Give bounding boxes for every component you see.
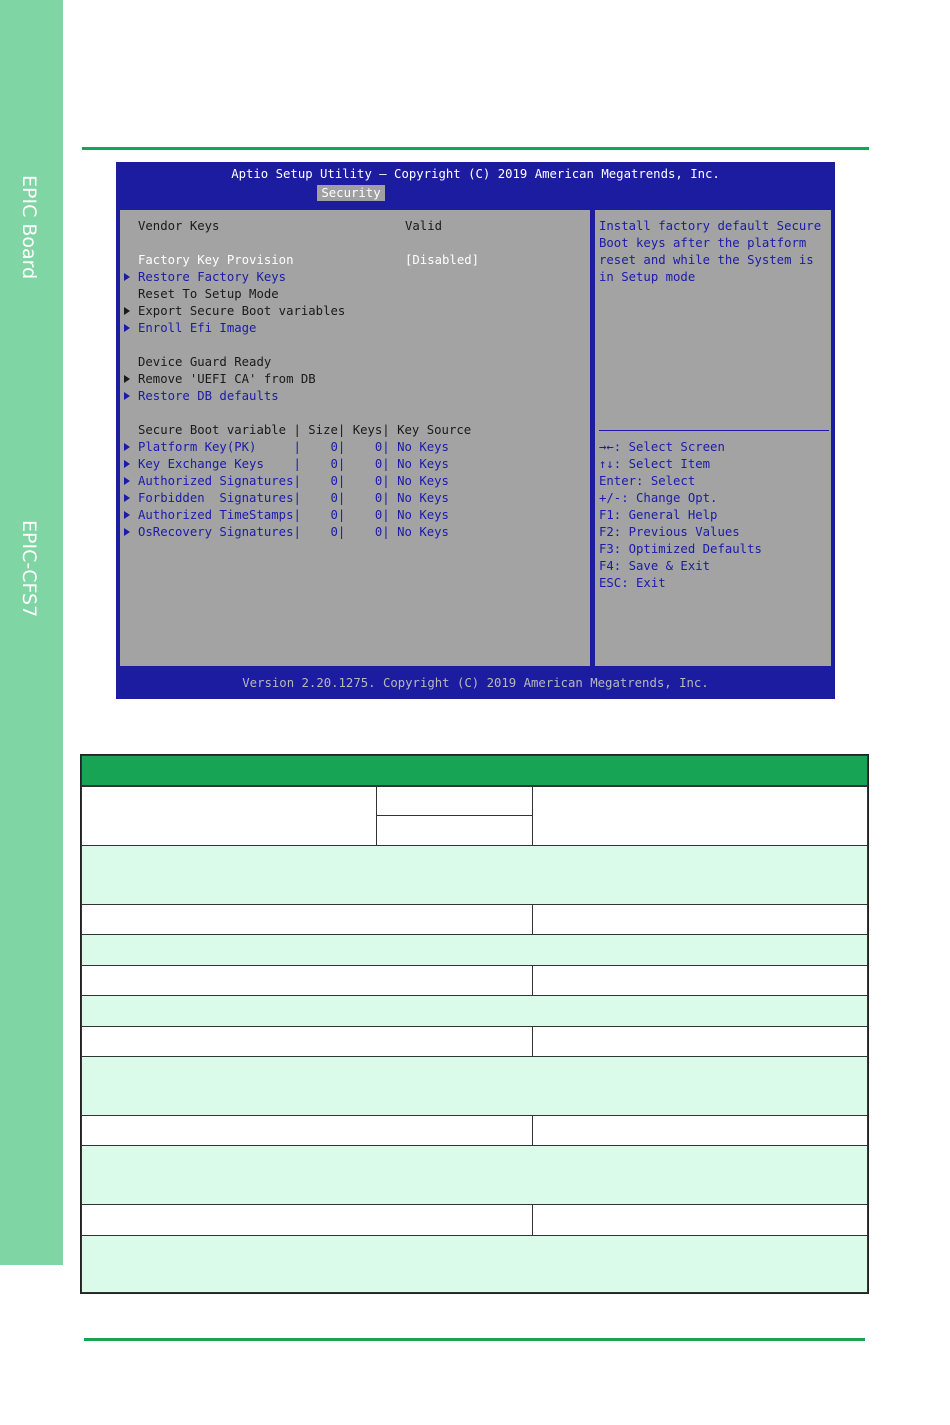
- submenu-arrow-icon: [124, 375, 130, 383]
- table-note-row: [81, 1145, 868, 1205]
- footer-rule: [84, 1338, 865, 1341]
- table-note-row: [81, 934, 868, 966]
- submenu-arrow-icon: [124, 477, 130, 485]
- restore-db-defaults-item[interactable]: Restore DB defaults: [138, 389, 279, 403]
- key-help-line: F2: Previous Values: [599, 525, 740, 539]
- help-line: Boot keys after the platform: [599, 236, 807, 250]
- key-help-line: F1: General Help: [599, 508, 718, 522]
- table-row: [532, 904, 868, 935]
- help-line: reset and while the System is: [599, 253, 814, 267]
- device-guard-ready-label: Device Guard Ready: [138, 355, 272, 369]
- table-cell: [81, 786, 377, 846]
- variable-row-dbr[interactable]: OsRecovery Signatures| 0| 0| No Keys: [138, 525, 449, 539]
- key-help-line: F3: Optimized Defaults: [599, 542, 762, 556]
- bios-footer: Version 2.20.1275. Copyright (C) 2019 American Megatrends, Inc.: [242, 676, 709, 690]
- table-row: [81, 1204, 533, 1236]
- table-row: [532, 1204, 868, 1236]
- table-cell: [376, 786, 533, 816]
- variable-row-dbt[interactable]: Authorized TimeStamps| 0| 0| No Keys: [138, 508, 449, 522]
- variable-row-pk[interactable]: Platform Key(PK) | 0| 0| No Keys: [138, 440, 449, 454]
- table-row: [532, 965, 868, 996]
- variable-row-kek[interactable]: Key Exchange Keys | 0| 0| No Keys: [138, 457, 449, 471]
- submenu-arrow-icon: [124, 392, 130, 400]
- table-row: [532, 1026, 868, 1057]
- variable-row-db[interactable]: Authorized Signatures| 0| 0| No Keys: [138, 474, 449, 488]
- table-cell: [376, 815, 533, 846]
- help-line: in Setup mode: [599, 270, 696, 284]
- side-label-model: EPIC-CFS7: [18, 520, 40, 618]
- table-row: [81, 1026, 533, 1057]
- enroll-efi-image-item[interactable]: Enroll Efi Image: [138, 321, 257, 335]
- help-line: Install factory default Secure: [599, 219, 822, 233]
- reset-to-setup-mode-item[interactable]: Reset To Setup Mode: [138, 287, 279, 301]
- vendor-keys-value: Valid: [405, 219, 443, 233]
- table-row: [81, 904, 533, 935]
- secure-boot-variable-header: Secure Boot variable | Size| Keys| Key Source: [138, 423, 472, 437]
- submenu-arrow-icon: [124, 460, 130, 468]
- table-note-row: [81, 995, 868, 1027]
- submenu-arrow-icon: [124, 528, 130, 536]
- factory-key-provision-value[interactable]: [Disabled]: [405, 253, 480, 267]
- restore-factory-keys-item[interactable]: Restore Factory Keys: [138, 270, 287, 284]
- help-divider: [599, 430, 829, 431]
- export-secure-boot-item[interactable]: Export Secure Boot variables: [138, 304, 346, 318]
- table-note-row: [81, 1056, 868, 1116]
- bios-screenshot: [116, 162, 835, 699]
- bios-title: Aptio Setup Utility – Copyright (C) 2019 American Megatrends, Inc.: [231, 167, 720, 181]
- side-label-epic-board: EPIC Board: [18, 175, 40, 280]
- bios-main-panel: [118, 208, 592, 668]
- table-row: [81, 1115, 533, 1146]
- header-rule: [82, 147, 869, 150]
- table-note-row: [81, 1235, 868, 1293]
- submenu-arrow-icon: [124, 307, 130, 315]
- table-header-row: [81, 755, 868, 786]
- submenu-arrow-icon: [124, 443, 130, 451]
- table-note-row: [81, 845, 868, 905]
- submenu-arrow-icon: [124, 494, 130, 502]
- variable-row-dbx[interactable]: Forbidden Signatures| 0| 0| No Keys: [138, 491, 449, 505]
- submenu-arrow-icon: [124, 511, 130, 519]
- key-help-line: Enter: Select: [599, 474, 696, 488]
- options-table: [80, 754, 869, 1294]
- remove-uefi-ca-item[interactable]: Remove 'UEFI CA' from DB: [138, 372, 316, 386]
- factory-key-provision-label[interactable]: Factory Key Provision: [138, 253, 294, 267]
- key-help-line: ↑↓: Select Item: [599, 457, 711, 471]
- table-row: [532, 1115, 868, 1146]
- table-cell: [532, 786, 868, 846]
- key-help-line: ESC: Exit: [599, 576, 666, 590]
- bios-help-panel: [593, 208, 833, 668]
- submenu-arrow-icon: [124, 273, 130, 281]
- tab-security[interactable]: Security: [317, 185, 385, 201]
- submenu-arrow-icon: [124, 324, 130, 332]
- key-help-line: F4: Save & Exit: [599, 559, 711, 573]
- key-help-line: →←: Select Screen: [599, 440, 725, 454]
- vendor-keys-label: Vendor Keys: [138, 219, 220, 233]
- key-help-line: +/-: Change Opt.: [599, 491, 718, 505]
- side-tab-bar: [0, 0, 63, 1265]
- table-row: [81, 965, 533, 996]
